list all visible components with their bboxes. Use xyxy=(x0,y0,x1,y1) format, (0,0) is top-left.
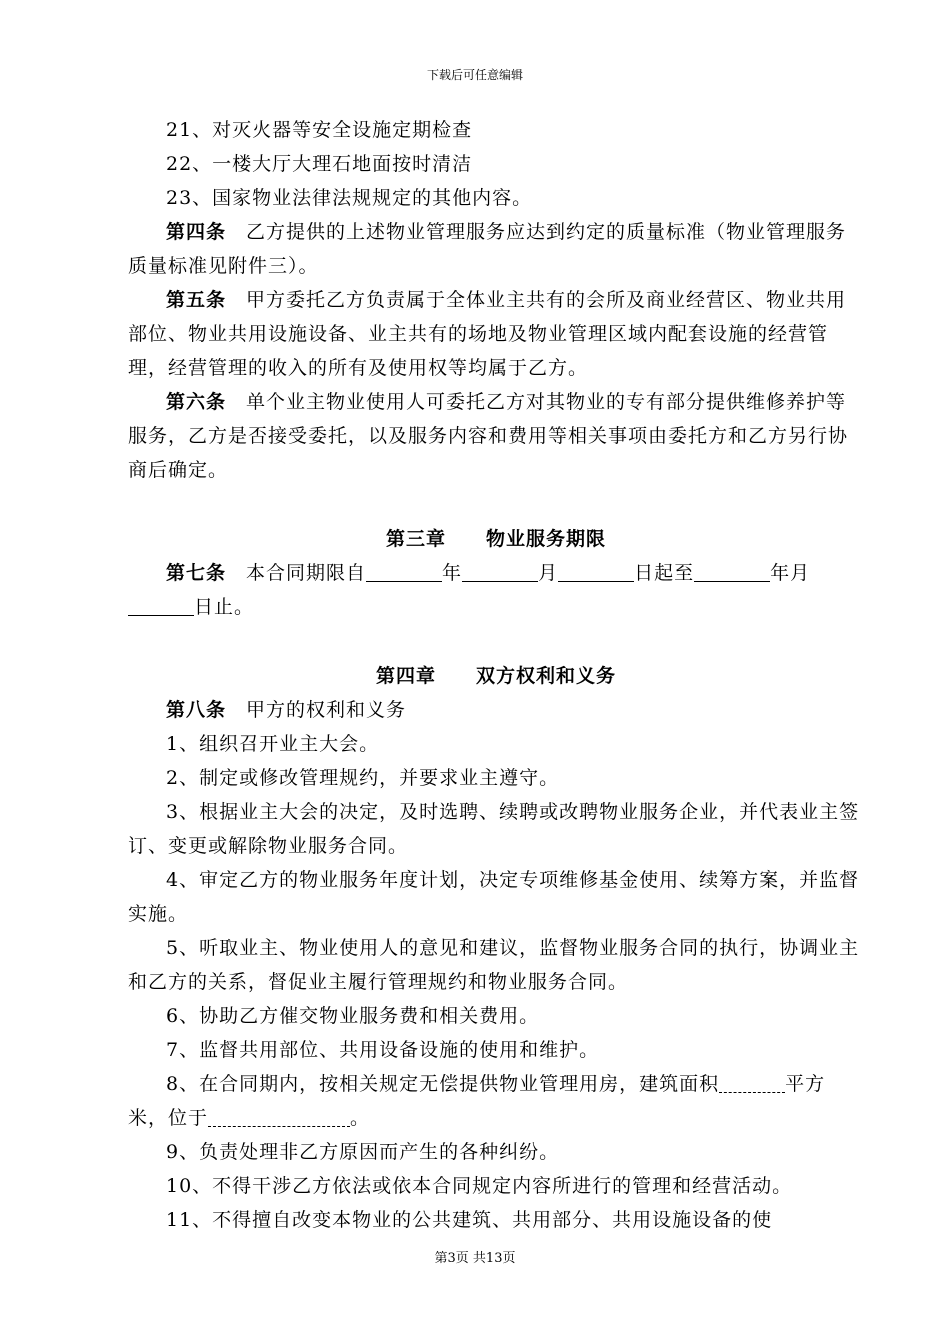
item-text: 。 xyxy=(350,1107,371,1129)
chapter-heading-4 xyxy=(128,659,864,693)
article-8 xyxy=(128,693,864,727)
blank-field[interactable] xyxy=(366,559,442,582)
article-title: 第五条 xyxy=(166,289,227,311)
article-text: 甲方的权利和义务 xyxy=(246,699,407,721)
list-item: 23、国家物业法律法规规定的其他内容。 xyxy=(166,187,533,209)
document-body xyxy=(128,113,864,1237)
chapter-number: 第四章 xyxy=(375,665,436,687)
blank-field[interactable] xyxy=(694,559,770,582)
article-5 xyxy=(128,283,864,385)
list-item xyxy=(128,1067,864,1135)
list-item: 22、一楼大厅大理石地面按时清洁 xyxy=(166,153,473,175)
article-6 xyxy=(128,385,864,487)
list-item: 21、对灭火器等安全设施定期检查 xyxy=(166,119,473,141)
item-text: 平方米，位于 xyxy=(128,1073,826,1129)
page-header: 下载后可任意编辑 xyxy=(426,68,523,82)
article-text: 日起至 xyxy=(634,562,695,584)
blank-field[interactable] xyxy=(128,593,194,616)
list-item: 3、根据业主大会的决定，及时选聘、续聘或改聘物业服务企业，并代表业主签订、变更或解除物业服务合同。 xyxy=(128,801,860,857)
list-item: 1、组织召开业主大会。 xyxy=(166,733,380,755)
item-text: 8、在合同期内，按相关规定无偿提供物业管理用房，建筑面积 xyxy=(166,1073,720,1095)
list-item: 2、制定或修改管理规约，并要求业主遵守。 xyxy=(166,767,560,789)
list-item: 10、不得干涉乙方依法或依本合同规定内容所进行的管理和经营活动。 xyxy=(166,1175,793,1197)
list-item: 5、听取业主、物业使用人的意见和建议，监督物业服务合同的执行，协调业主和乙方的关系，督促业主履行管理规约和物业服务合同。 xyxy=(128,937,860,993)
list-item: 9、负责处理非乙方原因而产生的各种纠纷。 xyxy=(166,1141,560,1163)
list-item: 11、不得擅自改变本物业的公共建筑、共用部分、共用设施设备的使 xyxy=(166,1209,773,1231)
article-text: 单个业主物业使用人可委托乙方对其物业的专有部分提供维修养护等服务，乙方是否接受委托，以及服务内容和费用等相关事项由委托方和乙方另行协商后确定。 xyxy=(128,391,849,481)
blank-field[interactable] xyxy=(558,559,634,582)
list-item: 7、监督共用部位、共用设备设施的使用和维护。 xyxy=(166,1039,600,1061)
list-item: 4、审定乙方的物业服务年度计划，决定专项维修基金使用、续筹方案，并监督实施。 xyxy=(128,869,860,925)
article-4 xyxy=(128,215,864,283)
article-7 xyxy=(128,556,864,624)
article-text: 月 xyxy=(538,562,559,584)
article-text: 日止。 xyxy=(194,596,255,618)
blank-field[interactable] xyxy=(719,1070,785,1093)
article-title: 第四条 xyxy=(166,221,227,243)
article-text: 本合同期限自 xyxy=(246,562,367,584)
article-text: 年 xyxy=(442,562,463,584)
article-text: 年 xyxy=(770,562,791,584)
chapter-number: 第三章 xyxy=(385,528,446,550)
article-title: 第八条 xyxy=(166,699,227,721)
blank-field[interactable] xyxy=(462,559,538,582)
chapter-heading-3 xyxy=(128,522,864,556)
article-text: 甲方委托乙方负责属于全体业主共有的会所及商业经营区、物业共用部位、物业共用设施设备、业主共有的场地及物业管理区域内配套设施的经营管理，经营管理的收入的所有及使用权等均属于乙方。 xyxy=(128,289,847,379)
chapter-title: 双方权利和义务 xyxy=(476,665,617,687)
chapter-title: 物业服务期限 xyxy=(486,528,607,550)
article-text: 乙方提供的上述物业管理服务应达到约定的质量标准（物业管理服务质量标准见附件三）。 xyxy=(128,221,847,277)
list-item: 6、协助乙方催交物业服务费和相关费用。 xyxy=(166,1005,540,1027)
blank-field[interactable] xyxy=(208,1104,350,1127)
page-footer: 第3页 共13页 xyxy=(434,1251,516,1266)
article-title: 第六条 xyxy=(166,391,227,413)
article-title: 第七条 xyxy=(166,562,227,584)
article-text: 月 xyxy=(790,562,811,584)
